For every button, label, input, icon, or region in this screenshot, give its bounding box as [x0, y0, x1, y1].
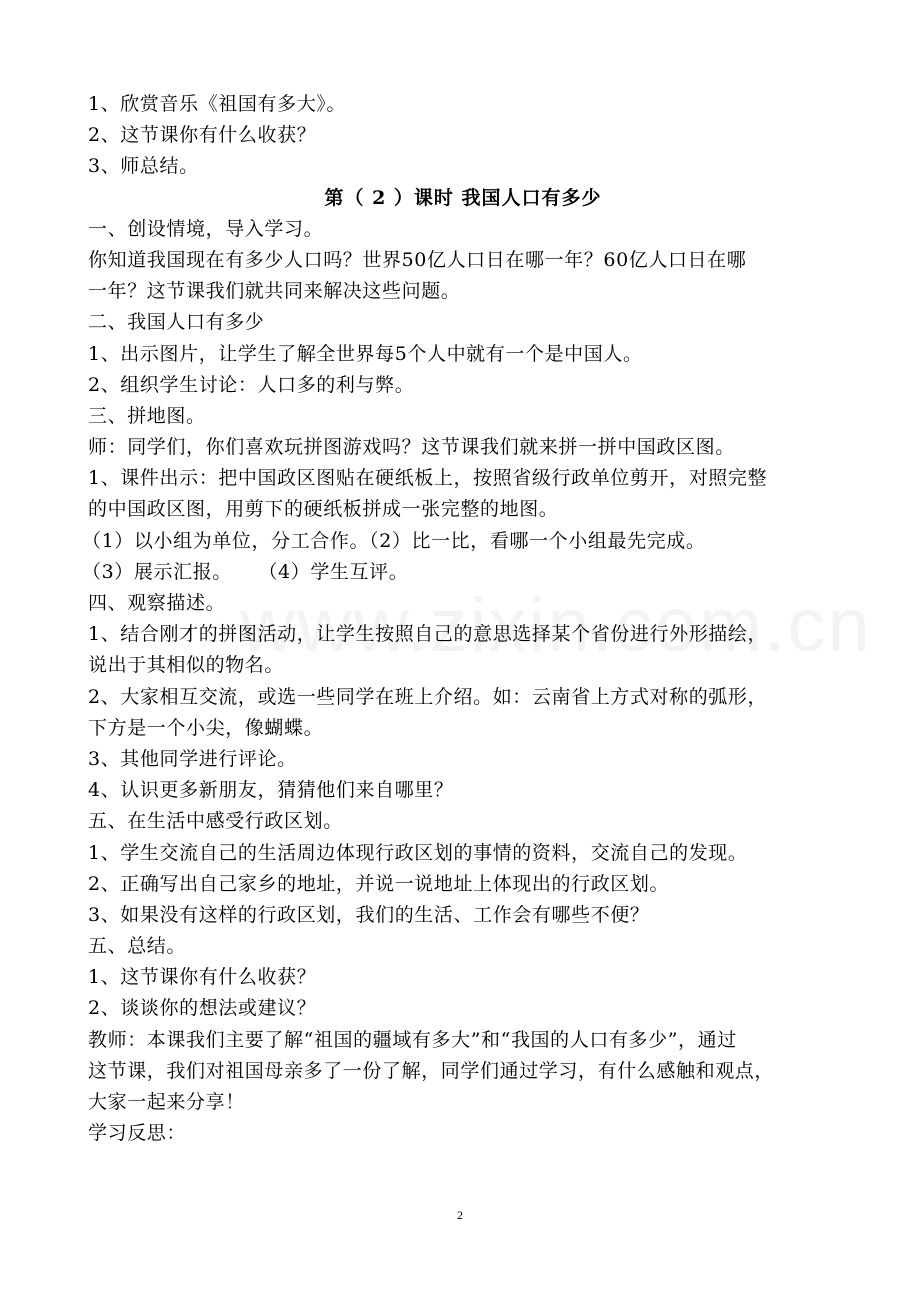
text-line: 2、正确写出自己家乡的地址，并说一说地址上体现出的行政区划。 — [88, 872, 670, 895]
text-line: 1、欣赏音乐《祖国有多大》。 — [88, 93, 346, 115]
text-line: 的中国政区图，用剪下的硬纸板拼成一张完整的地图。 — [88, 498, 559, 521]
section-heading: 一、创设情境，导入学习。 — [88, 217, 324, 240]
section-heading: 四、观察描述。 — [88, 592, 226, 614]
section-heading: 二、我国人口有多少 — [88, 311, 265, 334]
text-line: 1、学生交流自己的生活周边体现行政区划的事情的资料，交流自己的发现。 — [88, 841, 748, 864]
text-line: 2、谈谈你的想法或建议？ — [88, 997, 317, 1020]
page-number: 2 — [457, 1208, 463, 1222]
section-heading: 三、拼地图。 — [88, 404, 206, 427]
text-line: 一年？这节课我们就共同来解决这些问题。 — [88, 280, 461, 303]
text-line: 师：同学们，你们喜欢玩拼图游戏吗？这节课我们就来拼一拼中国政区图。 — [88, 436, 735, 459]
lesson-title: 第（ 2 ）课时 我国人口有多少 — [324, 186, 602, 209]
text-line: 4、认识更多新朋友，猜猜他们来自哪里？ — [88, 779, 454, 802]
text-line: 2、组织学生讨论：人口多的利与弊。 — [88, 373, 415, 396]
text-line: 1、课件出示：把中国政区图贴在硬纸板上，按照省级行政单位剪开，对照完整 — [88, 467, 768, 490]
section-heading: 五、在生活中感受行政区划。 — [88, 810, 343, 833]
text-line: 2、大家相互交流，或选一些同学在班上介绍。如：云南省上方式对称的弧形， — [88, 685, 768, 708]
text-line: 3、师总结。 — [88, 155, 199, 178]
text-line: 教师：本课我们主要了解“祖国的疆域有多大”和“我国的人口有多少”，通过 — [88, 1028, 737, 1051]
text-line: 大家一起来分享！ — [88, 1091, 245, 1113]
text-line: 1、出示图片，让学生了解全世界每5个人中就有一个是中国人。 — [88, 342, 643, 365]
text-line: 下方是一个小尖，像蝴蝶。 — [88, 716, 324, 739]
text-line: 2、这节课你有什么收获？ — [88, 124, 317, 147]
text-line: 1、结合刚才的拼图活动，让学生按照自己的意思选择某个省份进行外形描绘， — [88, 623, 768, 646]
text-line: 你知道我国现在有多少人口吗？世界50亿人口日在哪一年？60亿人口日在哪 — [88, 248, 747, 271]
text-line: 学习反思： — [88, 1122, 187, 1145]
text-line: 这节课，我们对祖国母亲多了一份了解，同学们通过学习，有什么感触和观点， — [88, 1059, 775, 1082]
text-line: 3、其他同学进行评论。 — [88, 747, 297, 770]
text-line: （1）以小组为单位，分工合作。（2）比一比，看哪一个小组最先完成。 — [82, 529, 706, 552]
text-line: 1、这节课你有什么收获？ — [88, 966, 317, 989]
section-heading: 五、总结。 — [88, 935, 187, 958]
document-body — [82, 89, 838, 1149]
text-line: 说出于其相似的物名。 — [88, 654, 285, 677]
text-line: 3、如果没有这样的行政区划，我们的生活、工作会有哪些不便？ — [88, 903, 650, 926]
text-line: （3）展示汇报。 （4）学生互评。 — [82, 560, 409, 583]
